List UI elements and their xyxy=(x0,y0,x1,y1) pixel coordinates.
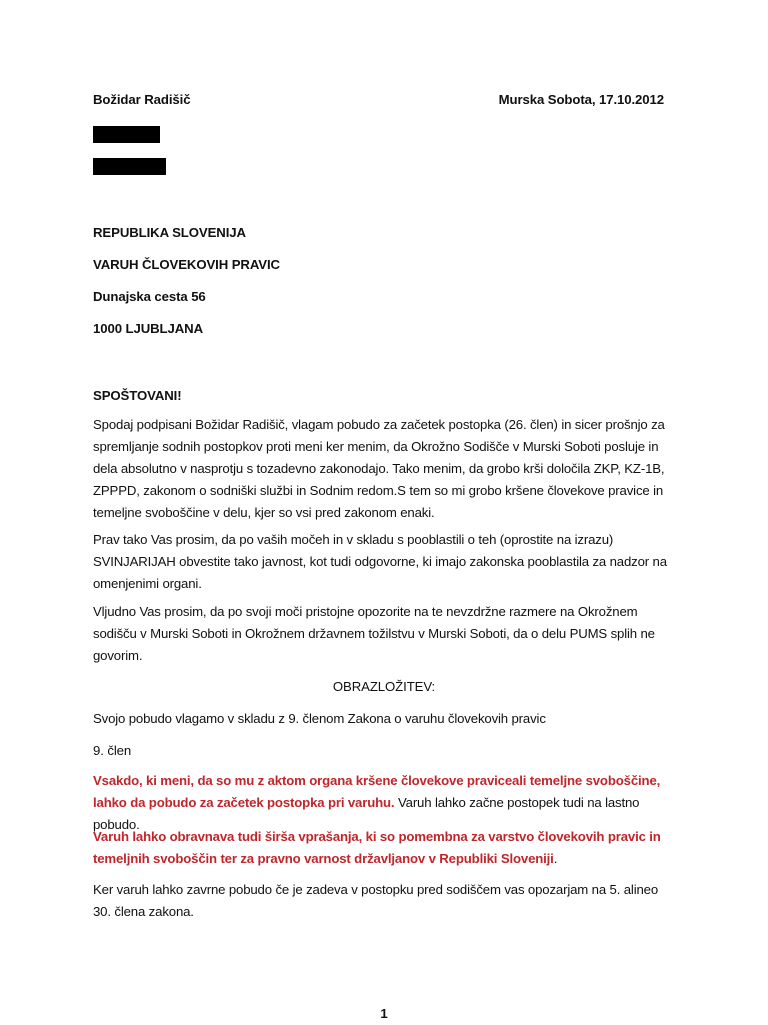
paragraph-2: Prav tako Vas prosim, da po vaših močeh in v skladu s pooblastili o teh (oprostite na izrazu) SVINJARIJAH obvestite tako javnost, kot tudi odgovorne, ki imajo zakonska pooblastila za nadzor na omenjenimi organi. xyxy=(93,532,667,591)
paragraph-6-red: Varuh lahko obravnava tudi širša vprašanja, ki so pomembna za varstvo človekovih pravic in temeljnih svoboščin ter za pravno varnost državljanov v Republiki Sloveniji xyxy=(93,829,661,866)
sender-name: Božidar Radišič xyxy=(93,92,191,107)
recipient-line-4: 1000 LJUBLJANA xyxy=(93,321,203,336)
recipient-line-3: Dunajska cesta 56 xyxy=(93,289,206,304)
paragraph-7: Ker varuh lahko zavrne pobudo če je zadeva v postopku pred sodiščem vas opozarjam na 5. alineo 30. člena zakona. xyxy=(93,882,659,919)
salutation: SPOŠTOVANI! xyxy=(93,388,182,403)
paragraph-6 xyxy=(93,826,673,870)
redaction-bar-1 xyxy=(93,126,160,143)
recipient-line-2: VARUH ČLOVEKOVIH PRAVIC xyxy=(93,257,280,272)
paragraph-6-rest: . xyxy=(553,851,558,866)
article-number: 9. člen xyxy=(93,743,132,758)
paragraph-5-red: Vsakdo, ki meni, da so mu z aktom organa kršene človekove praviceali temeljne svoboščine, lahko da pobudo za začetek postopka pri varuhu. xyxy=(93,773,661,810)
redaction-bar-2 xyxy=(93,158,166,175)
section-heading: OBRAZLOŽITEV: xyxy=(332,679,436,694)
paragraph-3: Vljudno Vas prosim, da po svoji moči pristojne opozorite na te nevzdržne razmere na Okrožnem sodišču v Murski Soboti in Okrožnem državnem tožilstvu v Murski Soboti, da o delu PUMS splih ne govorim. xyxy=(93,604,655,663)
place-date: Murska Sobota, 17.10.2012 xyxy=(498,92,664,107)
page-number: 1 xyxy=(380,1006,388,1021)
paragraph-5-rest: Varuh lahko začne postopek tudi na lastno pobudo. xyxy=(93,795,640,832)
recipient-line-1: REPUBLIKA SLOVENIJA xyxy=(93,225,246,240)
paragraph-4: Svojo pobudo vlagamo v skladu z 9. členom Zakona o varuhu človekovih pravic xyxy=(93,711,546,726)
paragraph-1: Spodaj podpisani Božidar Radišič, vlagam pobudo za začetek postopka (26. člen) in sicer prošnjo za spremljanje sodnih postopkov proti meni ker menim, da Okrožno Sodišče v Murski Soboti posluje in dela absolutno v nasprotju s tozadevno zakonodajo. Tako menim, da grobo krši določila ZKP, KZ-1B, ZPPPD, zakonom o sodniški službi in Sodnim redom.S tem so mi grobo kršene človekove pravice in temeljne svoboščine v delu, kjer so vsi pred zakonom enaki. xyxy=(93,417,665,520)
